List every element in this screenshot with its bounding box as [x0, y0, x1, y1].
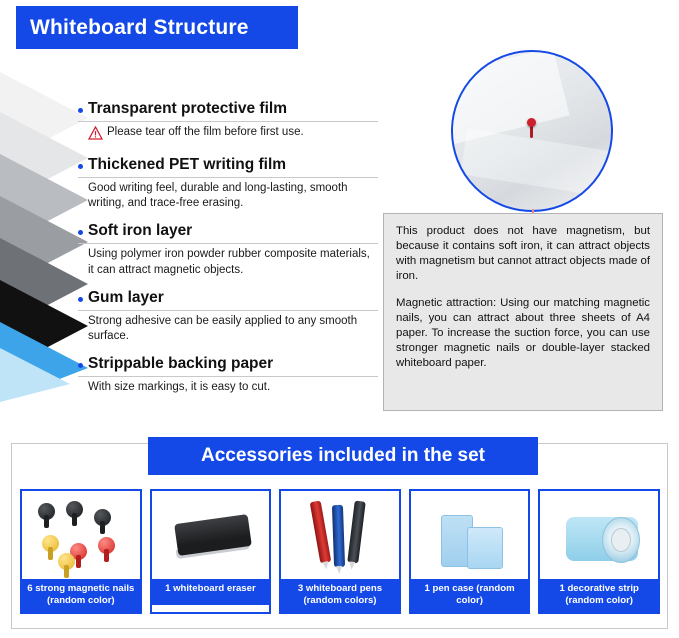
decorative-strip-icon: [540, 491, 658, 579]
accessory-label: 1 pen case (random color): [411, 579, 529, 612]
warning-triangle-icon: [88, 126, 103, 145]
layer-description: Good writing feel, durable and long-lasting, smooth writing, and trace-free erasing.: [88, 182, 348, 210]
nail-black: [94, 509, 111, 526]
magnetism-note-box: [383, 213, 663, 411]
sheet-fold-highlight: [460, 129, 613, 198]
layer-title: Transparent protective film: [78, 100, 378, 122]
accessory-card-magnetic-nails[interactable]: [20, 489, 142, 614]
layers-list: [78, 100, 378, 406]
page-title: Whiteboard Structure: [30, 15, 249, 39]
accessory-label: 6 strong magnetic nails (random color): [22, 579, 140, 612]
layer-description: Strong adhesive can be easily applied to any smooth surface.: [88, 314, 358, 342]
layer-item-protective-film: [78, 100, 378, 145]
whiteboard-eraser-icon: [152, 491, 270, 579]
product-photo-circle: [451, 50, 613, 212]
nail-black: [38, 503, 55, 520]
page-title-banner: [16, 6, 298, 49]
nail-black: [66, 501, 83, 518]
layer-title: Strippable backing paper: [78, 355, 378, 377]
layer-title: Gum layer: [78, 289, 378, 311]
accessory-card-whiteboard-pens[interactable]: [279, 489, 401, 614]
magnetic-nails-icon: [22, 491, 140, 579]
layer-item-gum-layer: [78, 289, 378, 344]
pen-case-front: [467, 527, 503, 569]
note-paragraph-2: Magnetic attraction: Using our matching magnetic nails, you can attract about three sheets of A4 paper. To increase the suction force, you can use stronger magnetic nails or double-layer stacked whiteboard paper.: [396, 296, 650, 370]
layer-stack-graphic: [0, 72, 90, 402]
accessory-label: 1 decorative strip (random color): [540, 579, 658, 612]
accessory-card-decorative-strip[interactable]: [538, 489, 660, 614]
accessories-items-row: [20, 489, 660, 614]
layer-warning-text: Please tear off the film before first use.: [107, 126, 304, 138]
whiteboard-pens-icon: [281, 491, 399, 579]
pen-red: [310, 501, 332, 564]
accessories-banner: [148, 437, 538, 475]
accessory-label: 3 whiteboard pens (random colors): [281, 579, 399, 612]
magnetic-pin-icon: [527, 118, 536, 127]
magnetic-pin-body: [530, 126, 533, 138]
layer-title: Thickened PET writing film: [78, 156, 378, 178]
accessories-title: Accessories included in the set: [200, 445, 486, 466]
accessory-card-pen-case[interactable]: [409, 489, 531, 614]
layer-item-pet-writing-film: [78, 156, 378, 211]
accessory-label: 1 whiteboard eraser: [152, 579, 270, 605]
nail-red: [98, 537, 115, 554]
layer-item-backing-paper: [78, 355, 378, 395]
layer-item-soft-iron-layer: [78, 222, 378, 277]
layer-description: Using polymer iron powder rubber composite materials, it can attract magnetic objects.: [88, 248, 370, 276]
nail-yellow: [42, 535, 59, 552]
nail-yellow: [58, 553, 75, 570]
layer-description: With size markings, it is easy to cut.: [88, 381, 271, 394]
pen-blue: [332, 505, 345, 567]
layer-title: Soft iron layer: [78, 222, 378, 244]
pen-black: [347, 501, 365, 564]
pen-case-icon: [411, 491, 529, 579]
layer-warning-row: [78, 125, 378, 145]
accessory-card-whiteboard-eraser[interactable]: [150, 489, 272, 614]
note-paragraph-1: This product does not have magnetism, but because it contains soft iron, it can attract objects with magnetism but cannot attract objects made of iron.: [396, 225, 650, 283]
